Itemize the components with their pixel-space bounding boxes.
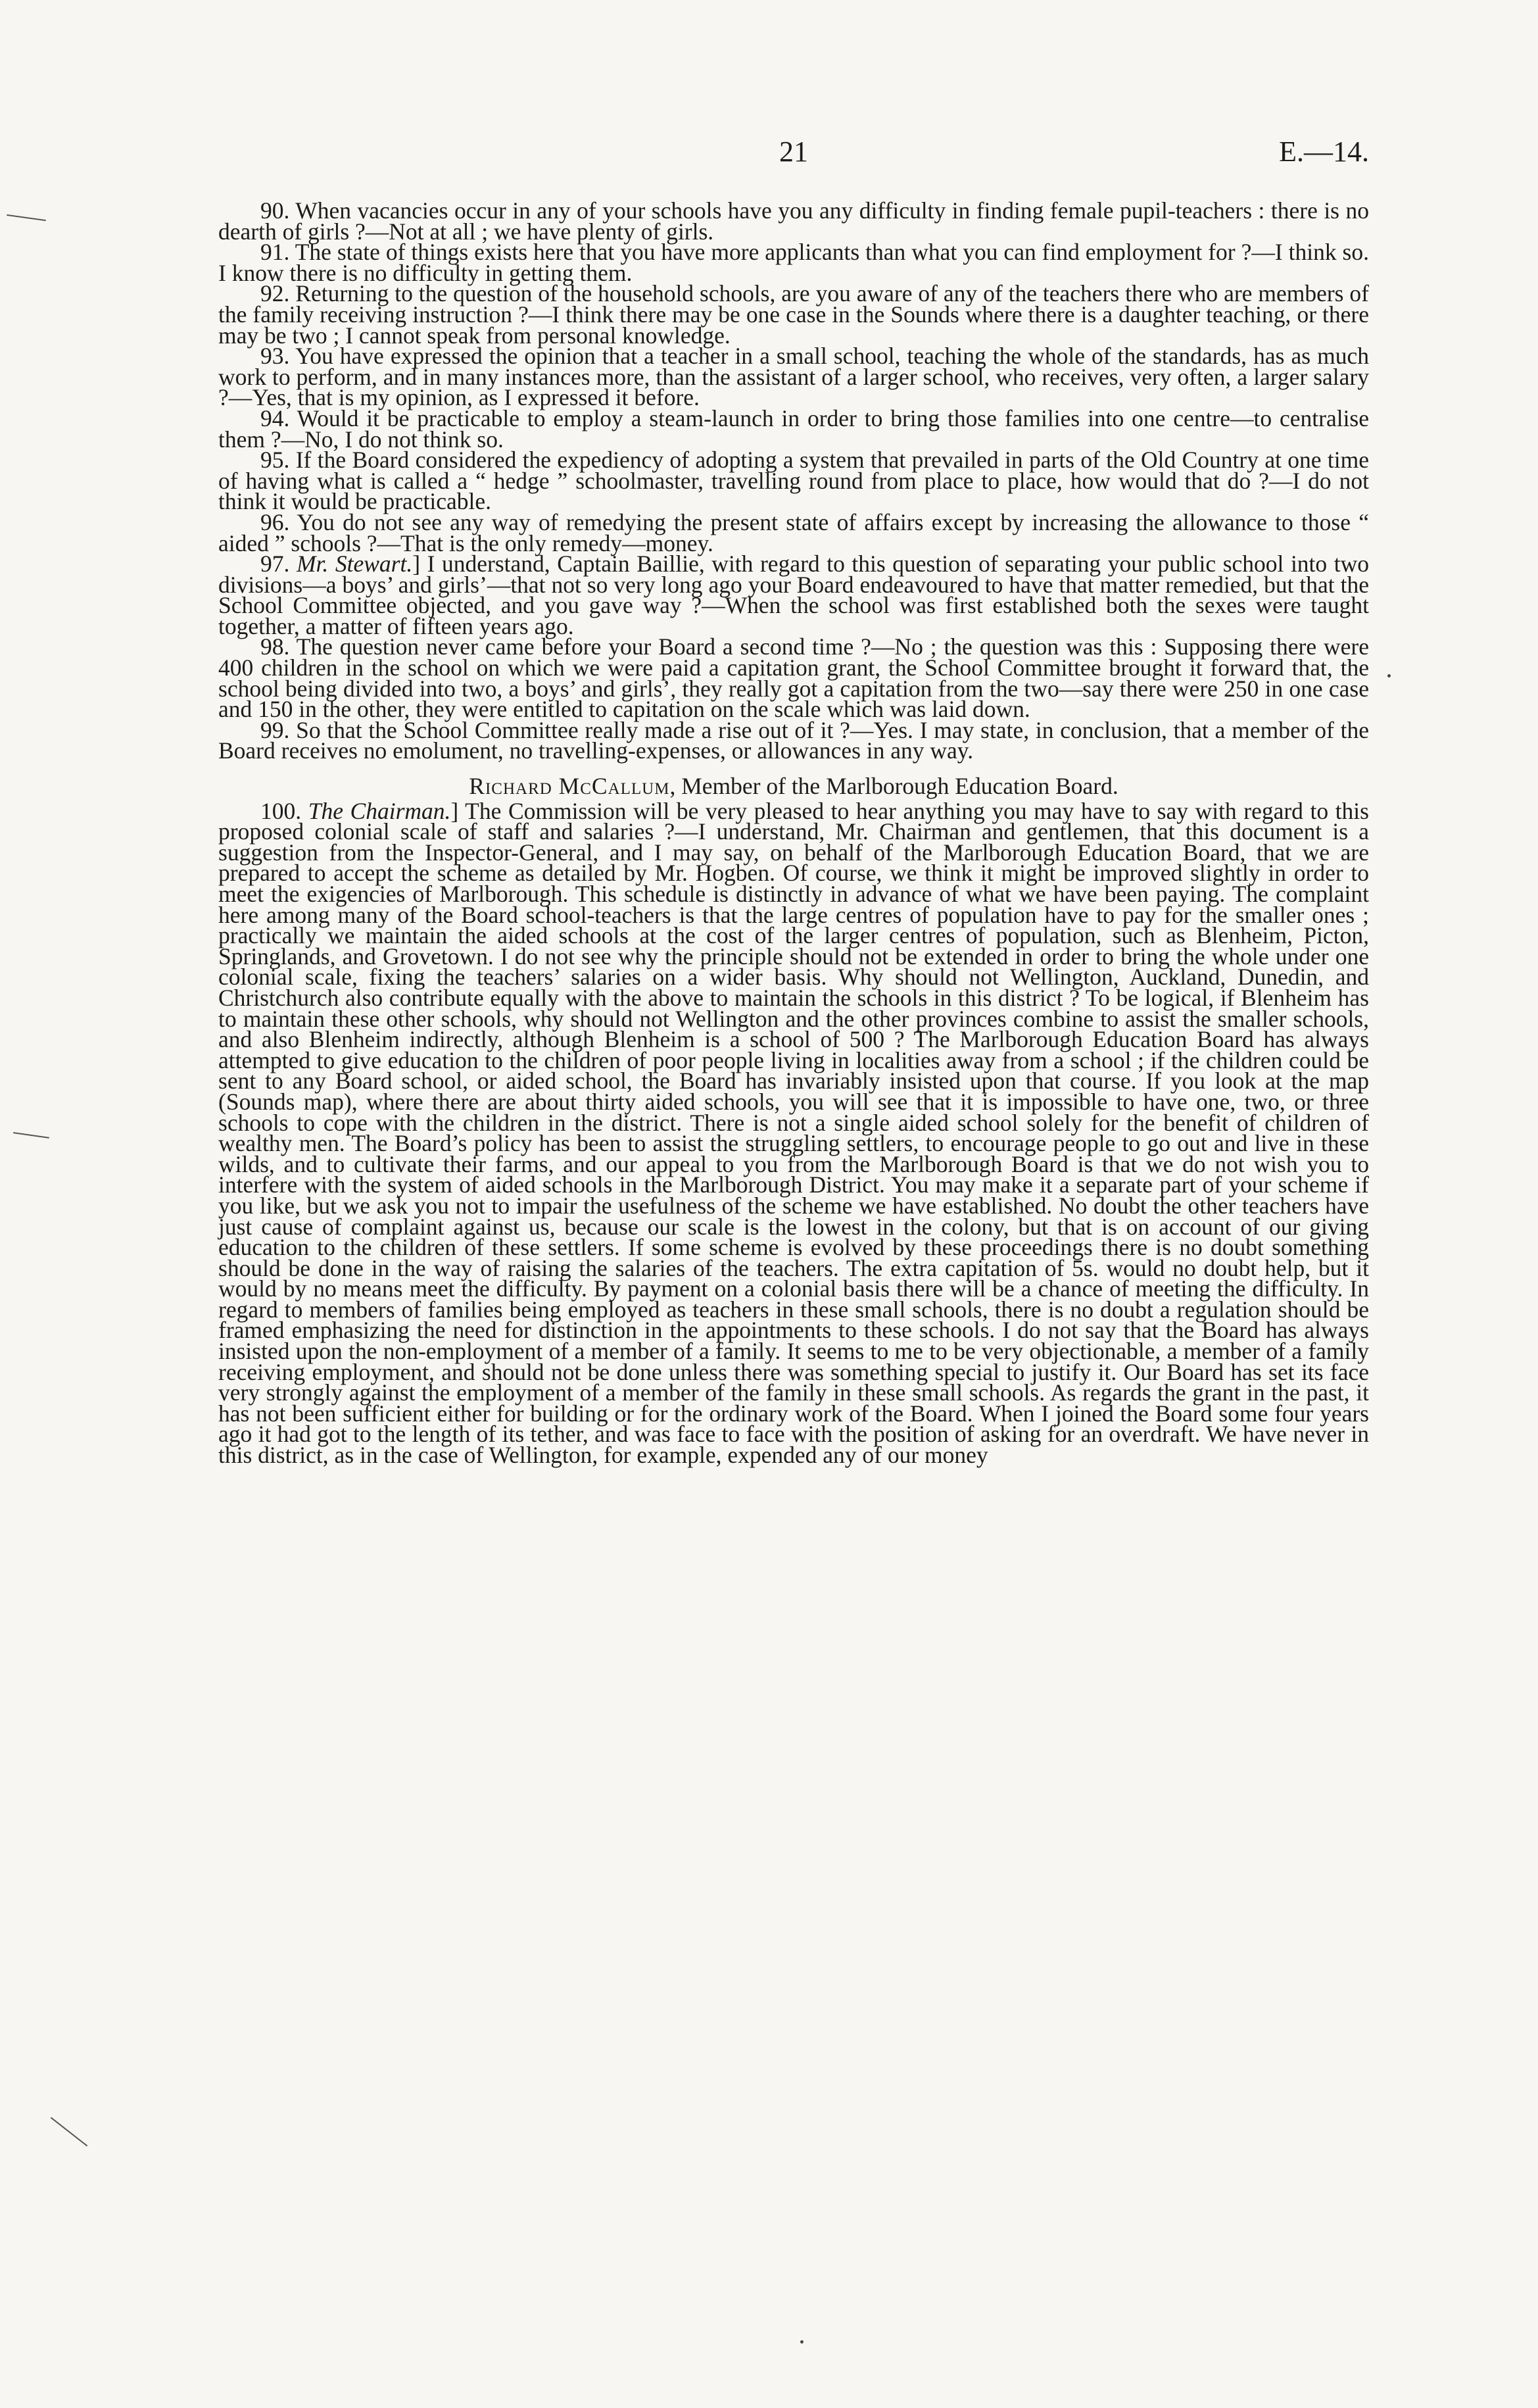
paragraph-95 xyxy=(218,447,1370,515)
document-reference: E.—14. xyxy=(1279,135,1369,168)
witness-role: , Member of the Marlborough Education Board. xyxy=(669,773,1118,800)
question-number: 97. xyxy=(260,551,290,577)
paragraph-text: ] The Commission will be very pleased to hear anything you may have to say with regard to this proposed colonial scale of staff and salaries ?—I understand, Mr. Chairman and gentlemen, that this document is a suggestion from the Inspector-General, and I may say, on behalf of the Marlborough Education Board, that we are prepared to accept the scheme as detailed by Mr. Hogben. Of course, we think it might be improved slightly in order to meet the exigencies of Marlborough. This schedule is distinctly in advance of what we have been paying. The complaint here among many of the Board school-teachers is that the large centres of population have to pay for the smaller ones ; practically we maintain the aided schools at the cost of the larger centres of population, such as Blenheim, Picton, Springlands, and Grovetown. I do not see why the principle should not be extended in order to bring the whole under one colonial scale, fixing the teachers’ salaries on a wider basis. Why should not Wellington, Auckland, Dunedin, and Christchurch also contribute equally with the above to maintain the schools in this district ? To be logical, if Blenheim has to maintain these other schools, why should not Wellington and the other provinces combine to assist the smaller schools, and also Blenheim indirectly, although Blenheim is a school of 500 ? The Marlborough Education Board has always attempted to give education to the children of poor people living in localities away from a school ; if the children could be sent to any Board school, or aided school, the Board has invariably insisted upon that course. If you look at the map (Sounds map), where there are about thirty aided schools, you will see that it is impossible to have one, two, or three schools to cope with the children in the district. There is not a single aided school solely for the benefit of children of wealthy men. The Board’s policy has been to assist the struggling settlers, to encourage people to go out and live in these wilds, and to cultivate their farms, and our appeal to you from the Marlborough Board is that we do not wish you to interfere with the system of aided schools in the Marlborough District. You may make it a separate part of your scheme if you like, but we ask you not to impair the usefulness of the scheme we have established. No doubt the other teachers have just cause of complaint against us, because our scale is the lowest in the colony, but that is on account of our giving education to the children of these settlers. If some scheme is evolved by these proceedings there is no doubt something should be done in the way of raising the salaries of the teachers. The extra capitation of 5s. would no doubt help, but it would by no means meet the difficulty. By payment on a colonial basis there will be a chance of meeting the difficulty. In regard to members of families being employed as teachers in these small schools, there is no doubt a regulation should be framed emphasizing the need for distinction in the appointments to these schools. I do not say that the Board has always insisted upon the non-employment of a member of a family. It seems to me to be very objectionable, a member of a family receiving employment, and should not be done unless there was something special to justify it. Our Board has set its face very strongly against the employment of a member of the family in these small schools. As regards the grant in the past, it has not been sufficient either for building or for the ordinary work of the Board. When I joined the Board some four years ago it had got to the length of its tether, and was face to face with the position of asking for an overdraft. We have never in this district, as in the case of Wellington, for example, expended any of our money xyxy=(218,797,1369,1469)
question-number: 90. xyxy=(260,197,290,224)
paragraph-text: If the Board considered the expediency of adopting a system that prevailed in parts of the Old Country at one time of having what is called a “ hedge ” schoolmaster, travelling round from place to place, how would that do ?—I do not think it would be practicable. xyxy=(218,447,1370,515)
question-number: 98. xyxy=(260,633,290,660)
question-number: 93. xyxy=(260,343,290,370)
paragraph-text: You have expressed the opinion that a teacher in a small school, teaching the whole of the standards, has as much work to perform, and in many instances more, than the assistant of a larger school, who receives, very often, a larger salary ?—Yes, that is my opinion, as I expressed it before. xyxy=(218,343,1369,411)
witness-name: Richard McCallum xyxy=(469,773,670,800)
speaker-name: Mr. Stewart. xyxy=(296,551,413,577)
margin-dot xyxy=(1387,674,1391,677)
paragraph-text: The question never came before your Board a second time ?—No ; the question was this : Supposing there were 400 children in the school on which we were paid a capitation grant, the School Committee brought it forward that, the school being divided into two, a boys’ and girls’, they really got a capitation from the two—say there were 250 in one case and 150 in the other, they were entitled to capitation on the scale which was laid down. xyxy=(218,633,1369,723)
margin-dot xyxy=(800,2340,804,2344)
paragraph-text: Returning to the question of the household schools, are you aware of any of the teachers there who are members of the family receiving instruction ?—I think there may be one case in the Sounds where there is a daughter teaching, or there may be two ; I cannot speak from personal knowledge. xyxy=(218,280,1369,349)
paragraph-97 xyxy=(218,551,1369,639)
question-number: 94. xyxy=(260,405,290,431)
page-header xyxy=(218,135,1369,174)
paragraph-98 xyxy=(218,633,1369,723)
paragraph-90 xyxy=(218,197,1369,245)
paragraph-93 xyxy=(218,343,1369,411)
paragraph-text: Would it be practicable to employ a steam-launch in order to bring those families into one centre—to centralise them ?—No, I do not think so. xyxy=(218,405,1370,453)
margin-mark xyxy=(7,214,46,221)
paragraph-text: So that the School Committee really made a rise out of it ?—Yes. I may state, in conclusion, that a member of the Board receives no emolument, no travelling-expenses, or allowances in any way. xyxy=(218,716,1369,764)
paragraph-text: When vacancies occur in any of your schools have you any difficulty in finding female pupil-teachers : there is no dearth of girls ?—Not at all ; we have plenty of girls. xyxy=(218,197,1369,245)
paragraph-94 xyxy=(218,405,1370,453)
paragraph-99 xyxy=(218,716,1369,764)
paragraph-100 xyxy=(218,797,1369,1469)
document-body xyxy=(218,197,1370,1469)
question-number: 95. xyxy=(260,447,290,474)
page-number: 21 xyxy=(779,135,808,168)
question-number: 99. xyxy=(260,716,290,743)
speaker-name: The Chairman. xyxy=(308,797,451,824)
paragraph-96 xyxy=(218,508,1369,556)
paragraph-text: The state of things exists here that you have more applicants than what you can find employment for ?—I think so. I know there is no difficulty in getting them. xyxy=(218,239,1369,286)
paragraph-text: ] I understand, Captain Baillie, with regard to this question of separating your public school into two divisions—a boys’ and girls’—that not so very long ago your Board endeavoured to have that matter remedied, but that the School Committee objected, and you gave way ?—When the school was first established both the sexes were taught together, a matter of fifteen years ago. xyxy=(218,551,1369,639)
question-number: 92. xyxy=(260,280,290,307)
paragraph-91 xyxy=(218,239,1369,286)
paragraph-text: You do not see any way of remedying the present state of affairs except by increasing the allowance to those “ aided ” schools ?—That is the only remedy—money. xyxy=(218,508,1369,556)
witness-heading xyxy=(218,773,1369,800)
question-number: 96. xyxy=(260,508,290,535)
margin-mark xyxy=(51,2117,87,2147)
question-number: 91. xyxy=(260,239,290,266)
question-number: 100. xyxy=(260,797,302,824)
margin-mark xyxy=(13,1132,49,1139)
paragraph-92 xyxy=(218,280,1369,349)
